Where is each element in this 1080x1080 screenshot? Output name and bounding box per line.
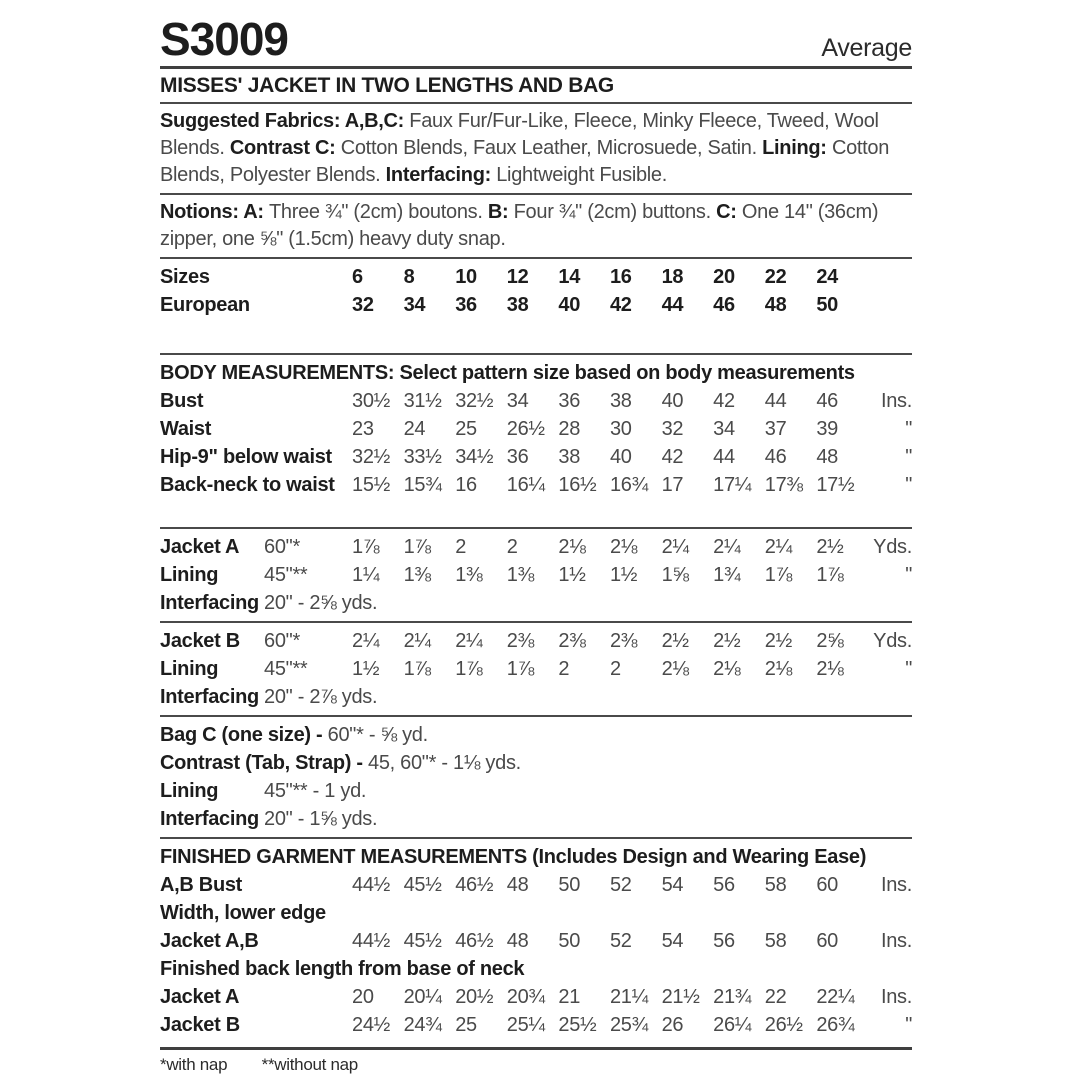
pattern-number: S3009 xyxy=(160,13,289,65)
unit-label: Yds. xyxy=(873,630,912,653)
table-cell: 46½ xyxy=(455,874,494,897)
table-cell: 50 xyxy=(816,294,838,317)
table-cell: 1½ xyxy=(352,658,380,681)
table-cell: 56 xyxy=(713,930,735,953)
table-cell: 25 xyxy=(455,418,477,441)
table-cell: 34 xyxy=(506,390,529,413)
table-cell: 30½ xyxy=(352,390,391,413)
bag-c-lining-row xyxy=(160,777,912,805)
jacket-b-yardage-table xyxy=(160,627,912,711)
text-segment: Interfacing: xyxy=(385,164,497,187)
ab-bust-row xyxy=(160,871,912,899)
table-cell: 45½ xyxy=(403,930,442,953)
table-cell: 6 xyxy=(352,266,363,289)
unit-label: " xyxy=(905,418,912,441)
size-table xyxy=(160,263,912,319)
table-cell: 40 xyxy=(558,294,581,317)
row-value: 20" - 2⅝ yds. xyxy=(264,592,378,615)
fabric-width-value: 60"* xyxy=(264,536,300,559)
table-cell: 48 xyxy=(764,294,787,317)
text-segment: One 14" (36cm) zipper, one ⅝" (1.5cm) heavy duty snap. xyxy=(160,201,879,251)
table-cell: 24 xyxy=(403,418,426,441)
divider xyxy=(160,837,912,839)
table-cell: 58 xyxy=(764,930,787,953)
table-cell: 44½ xyxy=(352,874,391,897)
row-label: Interfacing xyxy=(160,592,259,615)
table-cell: 21 xyxy=(558,986,581,1009)
table-cell: 34½ xyxy=(455,446,494,469)
table-cell: 44 xyxy=(713,446,735,469)
table-cell: 18 xyxy=(661,266,684,289)
table-cell: 24¾ xyxy=(403,1014,442,1037)
text-segment: B: xyxy=(487,201,514,224)
table-cell: 25 xyxy=(455,1014,477,1037)
text-segment: Cotton Blends, Faux Leather, Microsuede, Satin. xyxy=(340,137,763,160)
table-cell: 50 xyxy=(558,874,581,897)
table-cell: 2½ xyxy=(764,630,792,653)
row-label: Jacket B xyxy=(160,1014,240,1037)
text-segment: 60"* - ⅝ yd. xyxy=(327,724,428,747)
text-segment: Bag C (one size) - xyxy=(160,724,328,747)
table-cell: 1⅞ xyxy=(506,658,534,681)
jacket-a-row xyxy=(160,533,912,561)
width-lower-edge-label-row xyxy=(160,899,912,927)
table-cell: 2½ xyxy=(816,536,844,559)
table-cell: 1⅞ xyxy=(816,564,844,587)
text-segment: Suggested Fabrics: A,B,C: xyxy=(160,110,410,133)
jacket-ab-width-row xyxy=(160,927,912,955)
unit-label: Ins. xyxy=(880,930,912,953)
hip-row xyxy=(160,443,912,471)
table-cell: 14 xyxy=(558,266,581,289)
table-cell: 1½ xyxy=(558,564,586,587)
table-cell: 2¼ xyxy=(713,536,741,559)
row-label: Width, lower edge xyxy=(160,902,326,925)
table-cell: 17½ xyxy=(816,474,855,497)
divider xyxy=(160,353,912,355)
divider xyxy=(160,527,912,529)
finished-garment-heading: FINISHED GARMENT MEASUREMENTS (Includes Design and Wearing Ease) xyxy=(160,846,867,869)
european-sizes-row xyxy=(160,291,912,319)
table-cell: 2⅛ xyxy=(558,536,586,559)
divider xyxy=(160,715,912,717)
table-cell: 34 xyxy=(713,418,735,441)
nap-footnotes xyxy=(160,1055,912,1075)
table-cell: 1¾ xyxy=(713,564,741,587)
fabric-width-value: 45"** xyxy=(264,564,308,587)
row-value: 45"** - 1 yd. xyxy=(264,780,367,803)
table-cell: 44½ xyxy=(352,930,391,953)
row-label: Jacket A xyxy=(160,536,240,559)
divider xyxy=(160,621,912,623)
table-cell: 42 xyxy=(609,294,632,317)
table-cell: 44 xyxy=(661,294,684,317)
table-cell: 10 xyxy=(455,266,477,289)
table-cell: 1⅜ xyxy=(506,564,534,587)
table-cell: 34 xyxy=(403,294,426,317)
table-cell: 24 xyxy=(816,266,838,289)
table-cell: 2⅜ xyxy=(506,630,534,653)
table-cell: 8 xyxy=(403,266,415,289)
table-cell: 32½ xyxy=(455,390,494,413)
table-cell: 2⅛ xyxy=(764,658,792,681)
bust-row xyxy=(160,387,912,415)
table-cell: 2¼ xyxy=(764,536,792,559)
table-cell: 39 xyxy=(816,418,838,441)
table-cell: 36 xyxy=(506,446,529,469)
jacket-b-row xyxy=(160,627,912,655)
table-cell: 30 xyxy=(609,418,632,441)
row-label: Jacket A,B xyxy=(160,930,259,953)
text-segment: Cotton Blends, Polyester Blends. xyxy=(160,137,890,187)
row-label: Finished back length from base of neck xyxy=(160,958,525,981)
row-value: 20" - 2⅞ yds. xyxy=(264,686,378,709)
row-label: European xyxy=(160,294,250,317)
table-cell: 2¼ xyxy=(352,630,380,653)
table-cell: 2⅛ xyxy=(713,658,741,681)
table-cell: 52 xyxy=(609,930,632,953)
table-cell: 36 xyxy=(558,390,581,413)
text-segment: 45, 60"* - 1⅛ yds. xyxy=(368,752,521,775)
table-cell: 2⅜ xyxy=(558,630,586,653)
table-cell: 15¾ xyxy=(403,474,442,497)
table-cell: 42 xyxy=(713,390,735,413)
table-cell: 20½ xyxy=(455,986,494,1009)
row-label: Sizes xyxy=(160,266,210,289)
waist-row xyxy=(160,415,912,443)
divider xyxy=(160,193,912,195)
table-cell: 15½ xyxy=(352,474,391,497)
table-cell: 16¼ xyxy=(506,474,545,497)
row-label: Interfacing xyxy=(160,686,259,709)
bag-c-interfacing-row xyxy=(160,805,912,833)
table-cell: 22 xyxy=(764,266,787,289)
sizes-row xyxy=(160,263,912,291)
text-segment: Contrast C: xyxy=(229,137,341,160)
divider xyxy=(160,257,912,259)
bag-c-line xyxy=(160,721,912,749)
difficulty-label: Average xyxy=(821,33,912,62)
table-cell: 1⅞ xyxy=(352,536,380,559)
table-cell: 26½ xyxy=(506,418,545,441)
table-cell: 26½ xyxy=(764,1014,803,1037)
table-cell: 54 xyxy=(661,874,684,897)
table-cell: 26 xyxy=(661,1014,684,1037)
table-cell: 20¼ xyxy=(403,986,442,1009)
table-cell: 2¼ xyxy=(403,630,431,653)
row-label: Bust xyxy=(160,390,204,413)
table-cell: 1⅞ xyxy=(403,536,431,559)
table-cell: 22¼ xyxy=(816,986,855,1009)
table-cell: 2 xyxy=(455,536,467,559)
jacket-a-yardage-table xyxy=(160,533,912,617)
table-cell: 31½ xyxy=(403,390,442,413)
table-cell: 25¾ xyxy=(609,1014,648,1037)
row-label: Lining xyxy=(160,564,219,587)
table-cell: 1⅞ xyxy=(403,658,431,681)
table-cell: 32 xyxy=(352,294,374,317)
jacket-a-lining-row xyxy=(160,561,912,589)
fabric-width-value: 60"* xyxy=(264,630,300,653)
row-label: Jacket A xyxy=(160,986,240,1009)
row-label: Waist xyxy=(160,418,212,441)
row-label: A,B Bust xyxy=(160,874,243,897)
back-length-label-row xyxy=(160,955,912,983)
table-cell: 26¼ xyxy=(713,1014,752,1037)
row-label: Lining xyxy=(160,780,219,803)
row-label: Lining xyxy=(160,658,219,681)
table-cell: 36 xyxy=(455,294,477,317)
unit-label: " xyxy=(905,1014,912,1037)
table-cell: 23 xyxy=(352,418,374,441)
table-cell: 48 xyxy=(506,930,529,953)
pattern-title: MISSES' JACKET IN TWO LENGTHS AND BAG xyxy=(160,74,614,97)
body-measurements-table xyxy=(160,359,912,499)
unit-label: " xyxy=(905,564,912,587)
table-cell: 32½ xyxy=(352,446,391,469)
table-cell: 20¾ xyxy=(506,986,545,1009)
table-cell: 48 xyxy=(816,446,838,469)
table-cell: 42 xyxy=(661,446,684,469)
table-cell: 45½ xyxy=(403,874,442,897)
table-cell: 21¾ xyxy=(713,986,752,1009)
table-cell: 1⅞ xyxy=(764,564,792,587)
table-cell: 16 xyxy=(609,266,632,289)
table-cell: 17⅜ xyxy=(764,474,803,497)
table-cell: 40 xyxy=(661,390,684,413)
table-cell: 25½ xyxy=(558,1014,597,1037)
table-cell: 16 xyxy=(455,474,477,497)
table-cell: 33½ xyxy=(403,446,442,469)
row-label: Jacket B xyxy=(160,630,240,653)
table-cell: 40 xyxy=(609,446,632,469)
back-neck-row xyxy=(160,471,912,499)
table-cell: 2⅝ xyxy=(816,630,844,653)
table-cell: 1⅜ xyxy=(455,564,483,587)
table-cell: 32 xyxy=(661,418,684,441)
with-nap-footnote: *with nap xyxy=(160,1055,228,1075)
table-cell: 26¾ xyxy=(816,1014,855,1037)
table-cell: 2¼ xyxy=(455,630,483,653)
text-segment: C: xyxy=(716,201,742,224)
table-cell: 2¼ xyxy=(661,536,689,559)
table-cell: 20 xyxy=(713,266,735,289)
body-measurements-heading: BODY MEASUREMENTS: Select pattern size based on body measurements xyxy=(160,362,855,385)
text-segment: Lightweight Fusible. xyxy=(496,164,668,187)
table-cell: 22 xyxy=(764,986,787,1009)
jacket-b-length-row xyxy=(160,1011,912,1039)
table-cell: 52 xyxy=(609,874,632,897)
table-cell: 50 xyxy=(558,930,581,953)
table-cell: 37 xyxy=(764,418,787,441)
table-cell: 21¼ xyxy=(609,986,648,1009)
jacket-b-lining-row xyxy=(160,655,912,683)
table-cell: 1½ xyxy=(609,564,638,587)
row-label: Back-neck to waist xyxy=(160,474,335,497)
table-cell: 38 xyxy=(609,390,632,413)
table-cell: 16¾ xyxy=(609,474,648,497)
suggested-fabrics-paragraph xyxy=(160,108,912,189)
row-value: 20" - 1⅝ yds. xyxy=(264,808,378,831)
table-cell: 2 xyxy=(558,658,570,681)
table-cell: 60 xyxy=(816,930,838,953)
table-cell: 2⅛ xyxy=(661,658,689,681)
text-segment: Faux Fur/Fur-Like, Fleece, Minky Fleece, Tweed, Wool Blends. xyxy=(160,110,879,160)
unit-label: " xyxy=(905,658,912,681)
table-cell: 46 xyxy=(713,294,735,317)
finished-garment-table xyxy=(160,843,912,1039)
text-segment: Four ¾" (2cm) buttons. xyxy=(513,201,717,224)
unit-label: Ins. xyxy=(880,874,912,897)
contrast-line xyxy=(160,749,912,777)
bag-c-yardage-section xyxy=(160,721,912,833)
table-cell: 46 xyxy=(764,446,787,469)
table-cell: 24½ xyxy=(352,1014,391,1037)
table-cell: 54 xyxy=(661,930,684,953)
divider xyxy=(160,102,912,104)
table-cell: 2½ xyxy=(661,630,689,653)
table-cell: 38 xyxy=(558,446,581,469)
table-cell: 2½ xyxy=(713,630,741,653)
jacket-b-interfacing-row xyxy=(160,683,912,711)
notions-paragraph xyxy=(160,199,912,253)
unit-label: Ins. xyxy=(880,986,912,1009)
table-cell: 2⅜ xyxy=(609,630,638,653)
table-cell: 1¼ xyxy=(352,564,380,587)
unit-label: Yds. xyxy=(873,536,912,559)
table-cell: 1⅞ xyxy=(455,658,483,681)
unit-label: " xyxy=(905,474,912,497)
table-cell: 38 xyxy=(506,294,529,317)
fabric-width-value: 45"** xyxy=(264,658,308,681)
row-label: Hip-9" below waist xyxy=(160,446,332,469)
table-cell: 25¼ xyxy=(506,1014,545,1037)
table-cell: 20 xyxy=(352,986,374,1009)
table-cell: 21½ xyxy=(661,986,700,1009)
table-cell: 60 xyxy=(816,874,838,897)
unit-label: " xyxy=(905,446,912,469)
jacket-a-length-row xyxy=(160,983,912,1011)
table-cell: 28 xyxy=(558,418,581,441)
text-segment: Contrast (Tab, Strap) - xyxy=(160,752,368,775)
table-cell: 58 xyxy=(764,874,787,897)
table-cell: 2⅛ xyxy=(609,536,638,559)
table-cell: 2⅛ xyxy=(816,658,844,681)
without-nap-footnote: **without nap xyxy=(261,1055,358,1075)
table-cell: 1⅜ xyxy=(403,564,431,587)
table-cell: 17¼ xyxy=(713,474,752,497)
table-cell: 46 xyxy=(816,390,838,413)
unit-label: Ins. xyxy=(880,390,912,413)
divider xyxy=(160,66,912,69)
text-segment: Three ¾" (2cm) boutons. xyxy=(268,201,488,224)
table-cell: 56 xyxy=(713,874,735,897)
table-cell: 2 xyxy=(506,536,518,559)
table-cell: 12 xyxy=(506,266,529,289)
divider xyxy=(160,1047,912,1050)
header xyxy=(160,13,912,65)
table-cell: 44 xyxy=(764,390,787,413)
table-cell: 46½ xyxy=(455,930,494,953)
table-cell: 16½ xyxy=(558,474,597,497)
table-cell: 2 xyxy=(609,658,621,681)
text-segment: Notions: A: xyxy=(160,201,269,224)
row-label: Interfacing xyxy=(160,808,259,831)
table-cell: 48 xyxy=(506,874,529,897)
table-cell: 1⅝ xyxy=(661,564,689,587)
jacket-a-interfacing-row xyxy=(160,589,912,617)
text-segment: Lining: xyxy=(762,137,832,160)
table-cell: 17 xyxy=(661,474,684,497)
